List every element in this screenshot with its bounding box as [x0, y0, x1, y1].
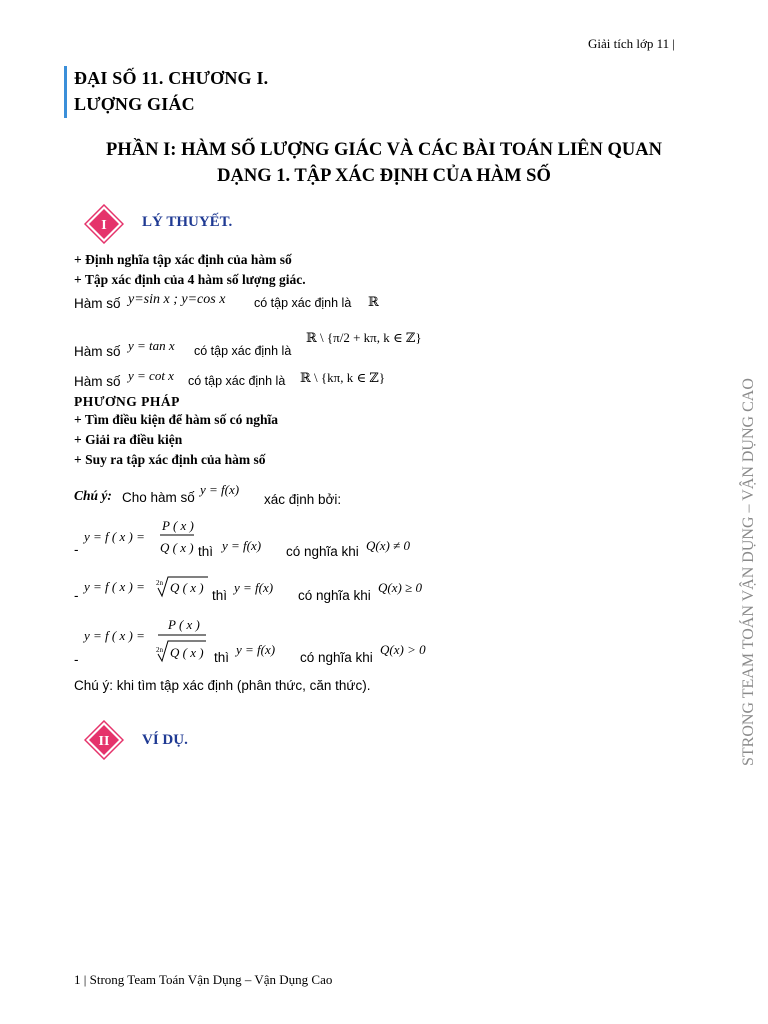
case3-formula: [80, 614, 210, 664]
row2-mid: có tập xác định là: [194, 344, 292, 358]
case3-text: có nghĩa khi: [300, 650, 373, 665]
note-label: Chú ý:: [74, 488, 112, 503]
badge-text: I: [101, 218, 107, 233]
case1-dash: -: [74, 542, 79, 557]
svg-text:2n: 2n: [156, 579, 163, 587]
svg-text:Q ( x ): Q ( x ): [170, 645, 204, 660]
side-watermark-text: STRONG TEAM TOÁN VẬN DỤNG – VẬN DỤNG CAO: [740, 378, 757, 766]
section-examples-heading: VÍ DỤ.: [142, 732, 188, 748]
section-theory-heading: LÝ THUYẾT.: [142, 214, 233, 230]
row3-math: y = cot x: [128, 368, 174, 383]
svg-text:P ( x ): P ( x ): [168, 617, 200, 632]
page-header: Giải tích lớp 11 |: [588, 36, 675, 51]
method-step-1: + Tìm điều kiện để hàm số có nghĩa: [74, 412, 278, 427]
method-step-2: + Giải ra điều kiện: [74, 432, 183, 447]
method-heading: PHƯƠNG PHÁP: [74, 394, 180, 409]
case1-condition: Q(x) ≠ 0: [366, 538, 410, 553]
theory-bullet-2: + Tập xác định của 4 hàm số lượng giác.: [74, 272, 306, 287]
row3-set: ℝ \ {kπ, k ∈ ℤ}: [300, 370, 386, 385]
row1-set: ℝ: [368, 294, 379, 309]
svg-text:y = f ( x ) =: y = f ( x ) =: [84, 529, 145, 544]
case2-formula: [80, 574, 210, 600]
method-step-3: + Suy ra tập xác định của hàm số: [74, 452, 266, 467]
row2-set: ℝ \ {π/2 + kπ, k ∈ ℤ}: [306, 330, 422, 345]
case3-thi: thì: [214, 650, 230, 665]
case1-thi: thì: [198, 544, 214, 559]
case3-dash: -: [74, 652, 79, 667]
note-text-2: xác định bởi:: [264, 492, 342, 507]
note-math: y = f(x): [200, 482, 240, 497]
section-badge-i: [84, 204, 124, 244]
svg-text:Q ( x ): Q ( x ): [160, 540, 194, 555]
row1-math: y=sin x ; y=cos x: [128, 292, 226, 307]
page-footer: 1 | Strong Team Toán Vận Dụng – Vận Dụng Cao: [74, 972, 333, 987]
case3-f: y = f(x): [236, 642, 276, 657]
case1-formula: [80, 514, 196, 560]
row1-prefix: Hàm số: [74, 296, 121, 311]
note-final: Chú ý: khi tìm tập xác định (phân thức, căn thức).: [74, 678, 371, 693]
row2-math: y = tan x: [128, 338, 175, 353]
note-text-1: Cho hàm số: [122, 490, 195, 505]
theory-bullet-1: + Định nghĩa tập xác định của hàm số: [74, 252, 292, 267]
svg-text:y = f ( x ) =: y = f ( x ) =: [84, 628, 145, 643]
row3-mid: có tập xác định là: [188, 374, 286, 388]
row1-mid: có tập xác định là: [254, 296, 352, 310]
form-title: DẠNG 1. TẬP XÁC ĐỊNH CỦA HÀM SỐ: [217, 166, 551, 186]
badge-text: II: [98, 734, 110, 749]
title-accent-bar: [64, 66, 67, 118]
case2-condition: Q(x) ≥ 0: [378, 580, 422, 595]
svg-text:y = f ( x ) =: y = f ( x ) =: [84, 579, 145, 594]
case2-dash: -: [74, 588, 79, 603]
svg-text:2n: 2n: [156, 646, 163, 654]
svg-text:Q ( x ): Q ( x ): [170, 580, 204, 595]
row3-prefix: Hàm số: [74, 374, 121, 389]
case1-text: có nghĩa khi: [286, 544, 359, 559]
chapter-subtitle: LƯỢNG GIÁC: [74, 94, 195, 114]
section-badge-ii: [84, 720, 124, 760]
case2-f: y = f(x): [234, 580, 274, 595]
chapter-title: ĐẠI SỐ 11. CHƯƠNG I.: [74, 68, 269, 88]
case2-text: có nghĩa khi: [298, 588, 371, 603]
svg-text:P ( x ): P ( x ): [162, 518, 194, 533]
row2-prefix: Hàm số: [74, 344, 121, 359]
case2-thi: thì: [212, 588, 228, 603]
case1-f: y = f(x): [222, 538, 262, 553]
case3-condition: Q(x) > 0: [380, 642, 426, 657]
part-title: PHẦN I: HÀM SỐ LƯỢNG GIÁC VÀ CÁC BÀI TOÁN LIÊN QUAN: [106, 140, 662, 160]
